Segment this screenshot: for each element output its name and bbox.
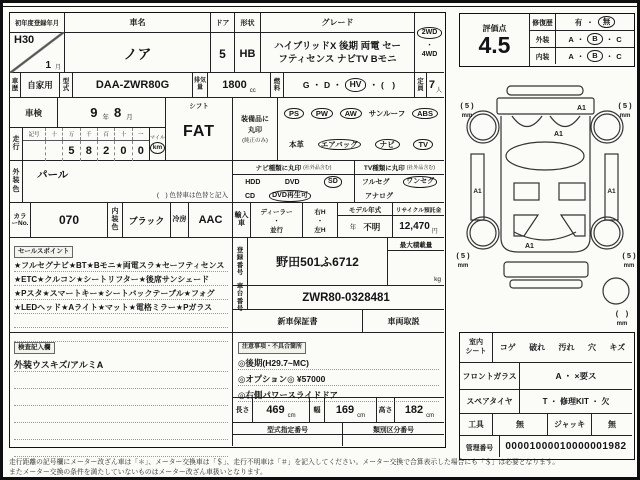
- capacity-unit: 人: [436, 88, 443, 94]
- equip-sunroof: サンルーフ: [368, 109, 406, 118]
- main-table: [9, 12, 446, 448]
- caution-line-2: ◎オプション◎ ¥57000: [238, 370, 439, 386]
- class-division-label: 類別区分番号: [343, 423, 444, 435]
- first-registration-value: [10, 32, 64, 73]
- top-rule: [3, 6, 637, 7]
- import-dealer: ディーラー: [260, 208, 293, 216]
- spare-tire-label: スペアタイヤ: [460, 390, 520, 414]
- tv-type-header: TV種類に丸印: [363, 165, 405, 172]
- interior-color-label: 内装色: [108, 203, 123, 238]
- left-quarter-window: [514, 215, 538, 236]
- interior-grade-value: [556, 48, 634, 64]
- class-division-value-empty: [343, 435, 444, 446]
- exterior-color-value: パール: [37, 169, 69, 181]
- front-grille: [507, 86, 583, 95]
- seat-options: [493, 333, 632, 363]
- height-label: 高さ: [377, 398, 395, 423]
- exterior-grade-value: [556, 31, 634, 48]
- tools-value: 無: [493, 414, 548, 436]
- door-cell: [211, 13, 235, 73]
- inspector-note-line: 外装ウスキズ/アルミA: [14, 354, 228, 372]
- width-cell: [325, 398, 377, 423]
- equip-ps-circled: PS: [284, 108, 304, 120]
- shape-cell: [235, 13, 261, 73]
- front-right-wheel: [591, 111, 623, 143]
- inspector-empty-5: [14, 440, 228, 457]
- right-panel: [453, 12, 637, 462]
- score-box: [459, 13, 635, 67]
- mileage-table: [23, 128, 150, 161]
- max-load-label: 最大積載量: [388, 238, 444, 251]
- inspector-notes-box: [10, 333, 233, 446]
- equip-airbag-circled: エアバッグ: [318, 139, 361, 151]
- displacement-value: 1800: [222, 79, 247, 91]
- reg-month: 1: [45, 60, 51, 71]
- disclaimer-line-1: 走行距離の記号欄にメーター改ざん車は「＊」、メーター交換車は「＄」、走行不明車は「＃」を記入してください。メーター交換で合算表示した場合にも「＄」は必要となります。: [9, 459, 559, 466]
- equipment-options: [278, 98, 444, 161]
- tread-rear-right-unit: mm: [623, 263, 635, 269]
- mileage-digit-100: 2: [98, 141, 115, 161]
- spare-tire-icon: [603, 278, 629, 304]
- shift-value: FAT: [182, 123, 216, 140]
- rear-garnish: [510, 280, 582, 288]
- caution-line-3: ◎右側パワースライドドア: [238, 386, 439, 402]
- damage-hood-a1: A1: [554, 131, 563, 138]
- fuel-dot1: ・: [312, 80, 321, 90]
- recycle-value: 12,470: [399, 221, 430, 232]
- damage-rear-a1: A1: [525, 243, 534, 250]
- ac-value: AAC: [189, 203, 233, 238]
- mileage-digit-kigou: [23, 141, 46, 161]
- car-name-value: ノア: [123, 45, 152, 62]
- left-door-window: [514, 183, 539, 200]
- first-registration-cell: [10, 13, 65, 73]
- shaken-label: 車検: [10, 98, 58, 128]
- tread-rear-left-unit: mm: [457, 263, 469, 269]
- sales-line-3: ★Pスタ★スマートキー★シートバックテーブル★フォグ: [14, 286, 228, 300]
- tv-oneseg-circled: ワンセグ: [403, 176, 437, 187]
- navi-cd: CD: [245, 192, 256, 200]
- interior-dot1: ・: [576, 51, 585, 61]
- max-load-unit: kg: [434, 276, 441, 283]
- displacement-unit: cc: [249, 88, 256, 94]
- fuel-hv-circled: HV: [345, 78, 367, 91]
- exterior-color-label: 外装色: [10, 161, 23, 203]
- height-cell: [395, 398, 444, 423]
- seat-hole: 穴: [587, 343, 596, 352]
- left-rocker-panel: [471, 154, 484, 220]
- max-load-cell: [388, 238, 444, 286]
- import-dealer-cell: [251, 203, 303, 238]
- tread-front-left: ( 5 ): [460, 101, 474, 110]
- mile-label: マイル: [150, 134, 165, 141]
- sales-points-label: セールスポイント: [14, 246, 73, 258]
- import-parallel: 並行: [270, 226, 283, 234]
- exterior-dot2: ・: [605, 34, 614, 44]
- exterior-grade-label: 外装: [530, 31, 556, 48]
- tv-type-note: (社外品含む): [406, 165, 436, 171]
- recycle-unit: 円: [431, 229, 438, 235]
- drive-4wd: 4WD: [421, 50, 438, 58]
- type-designation-value-empty: [233, 435, 343, 446]
- exterior-a: A: [568, 34, 574, 44]
- history-value: 自家用: [21, 73, 60, 98]
- manual-cell: 車両取説: [363, 310, 444, 333]
- length-unit: cm: [287, 413, 296, 419]
- mileage-col-1k: 千: [81, 128, 98, 140]
- recycle-label: リサイクル預託金: [393, 203, 444, 216]
- drive-dot: ・: [426, 41, 433, 49]
- shaken-month-unit: 月: [126, 114, 133, 121]
- tv-analog: アナログ: [365, 193, 393, 200]
- displacement-label: 排気量: [193, 73, 208, 98]
- equipment-label-1: 装備品に: [241, 116, 269, 123]
- front-glass-label: フロントガラス: [460, 363, 520, 390]
- fuel-dot2: ・: [333, 80, 342, 90]
- inspector-notes-label: 検査記入欄: [14, 342, 55, 354]
- color-no-label: カラーNo.: [10, 203, 31, 238]
- equip-aw-circled: AW: [340, 108, 362, 120]
- tread-rear-right: ( 5 ): [622, 251, 636, 260]
- width-value: 169: [335, 404, 355, 416]
- tools-label: 工具: [460, 414, 493, 436]
- disclaimer-line-2: またメーター交換の条件を満たしていないものはメーター改ざん車扱いとなります。: [9, 468, 267, 476]
- km-circled: km: [150, 142, 165, 154]
- navi-type-note: (社外品含む): [303, 165, 332, 171]
- type-designation-label: 型式指定番号: [233, 423, 343, 435]
- equip-navi-circled: ナビ: [375, 139, 400, 151]
- score-value: 4.5: [478, 32, 511, 58]
- cautions-label: 注意事項・不具合箇所: [238, 342, 306, 354]
- equip-abs-circled: ABS: [412, 108, 438, 120]
- handle-left: 左H: [314, 226, 326, 234]
- sales-points-box: [10, 238, 233, 333]
- exterior-c: C: [616, 34, 622, 44]
- fuel-paren: ( ): [380, 80, 396, 90]
- mileage-digit-100k: [46, 141, 63, 161]
- mileage-label: 走行: [10, 128, 23, 161]
- seat-scratch: キズ: [609, 343, 626, 352]
- navi-hdd: HDD: [245, 178, 261, 186]
- ac-label: 冷房: [171, 203, 189, 238]
- damage-right-side-a1: A1: [607, 188, 616, 195]
- registration-value: 野田501ふ6712: [248, 238, 388, 286]
- equipment-label-2: 丸印: [248, 127, 262, 134]
- handle-cell: [303, 203, 338, 238]
- grade-label: グレード: [261, 13, 414, 33]
- mileage-digit-1k: 8: [81, 141, 98, 161]
- mileage-col-100k: 十: [46, 128, 63, 140]
- mile-km-cell: [150, 128, 166, 161]
- inspector-empty-3: [14, 406, 228, 423]
- tread-spare-unit: mm: [616, 321, 628, 327]
- shaken-month: 8: [114, 105, 122, 120]
- repair-history-label: 修復歴: [530, 14, 556, 31]
- car-name-cell: [65, 13, 211, 73]
- right-door-window: [559, 183, 585, 200]
- drive-2wd-circled: 2WD: [417, 27, 443, 38]
- equip-leather: 本革: [288, 140, 304, 149]
- capacity-value: 7: [428, 79, 436, 91]
- management-no-label: 管理番号: [460, 436, 500, 457]
- shaken-value: [58, 98, 166, 128]
- chassis-label: 車台番号: [233, 286, 248, 310]
- tread-spare: ( ): [615, 309, 629, 318]
- reg-era: H30: [14, 34, 35, 46]
- interior-b-circled: B: [587, 50, 602, 62]
- caution-line-1: ◎後期(H29.7~MC): [238, 354, 439, 370]
- reg-month-unit: 月: [54, 65, 61, 71]
- warranty-book-cell: 新車保証書: [233, 310, 363, 333]
- exterior-color-cell: [23, 161, 233, 203]
- model-year-cell: [338, 203, 393, 238]
- inspector-empty-4: [14, 423, 228, 440]
- interior-box: [459, 332, 635, 460]
- mileage-col-kigou: 記号: [23, 128, 46, 140]
- fuel-dot3: ・: [369, 80, 378, 90]
- headlight-left: [512, 116, 542, 127]
- repair-yes: 有: [574, 17, 583, 27]
- model-year-label: モデル年式: [338, 203, 392, 216]
- shift-cell: [166, 98, 233, 161]
- inspector-empty-2: [14, 389, 228, 406]
- interior-grade-label: 内装: [530, 48, 556, 64]
- disclaimer: [9, 458, 637, 478]
- first-registration-label: 初年度登録年月: [10, 13, 64, 33]
- recycle-cell: [393, 203, 444, 238]
- mileage-digit-10k: 5: [63, 141, 80, 161]
- navi-type-box: [233, 161, 355, 203]
- mileage-col-10: 十: [115, 128, 132, 140]
- shift-label: シフト: [189, 102, 209, 110]
- door-value: 5: [219, 46, 226, 61]
- navi-type-header: ナビ種類に丸印: [255, 165, 302, 172]
- chassis-value: ZWR80-0328481: [248, 286, 444, 310]
- rear-left-wheel: [467, 217, 499, 249]
- length-cell: [253, 398, 310, 423]
- interior-a: A: [568, 51, 574, 61]
- interior-dot2: ・: [605, 51, 614, 61]
- grade-line1: ハイブリッドX 後期 両電 セー: [274, 40, 401, 52]
- tread-rear-left: ( 5 ): [456, 251, 470, 260]
- color-no-value: 070: [31, 203, 108, 238]
- damage-front-bumper-a1: A1: [577, 105, 586, 112]
- length-value: 469: [266, 404, 285, 416]
- mileage-col-10k: 万: [63, 128, 80, 140]
- history-label: 車歴: [10, 73, 21, 98]
- equip-tv-circled: TV: [413, 139, 433, 151]
- import-label: 輸入車: [233, 203, 251, 238]
- width-unit: cm: [357, 413, 366, 419]
- right-rocker-panel: [605, 154, 618, 220]
- shape-label: 形状: [235, 13, 260, 33]
- model-year-unit: 年: [349, 224, 357, 231]
- equipment-label-3: (純正のみ): [242, 138, 268, 144]
- windshield: [506, 142, 584, 170]
- fuel-diesel: D: [323, 80, 331, 90]
- tread-front-left-unit: mm: [461, 113, 473, 119]
- rear-window: [514, 232, 576, 240]
- seat-label: 室内 シート: [460, 333, 493, 363]
- sales-line-empty-1: [14, 314, 228, 328]
- mileage-digit-10: 0: [115, 141, 132, 161]
- navi-dvd-play-circled: DVD再生可: [269, 190, 311, 201]
- sales-line-2: ★ETC★クルコン★シートリフター★後席サンシェード: [14, 272, 228, 286]
- interior-color-value: ブラック: [123, 203, 171, 238]
- height-value: 182: [404, 404, 424, 416]
- fuel-cell: [284, 73, 415, 98]
- grade-line2: フティセンス ナビTV Bモニ: [278, 53, 397, 65]
- width-label: 幅: [310, 398, 325, 423]
- equip-pw-circled: PW: [311, 108, 333, 120]
- mileage-col-100: 百: [98, 128, 115, 140]
- seat-stain: 汚れ: [558, 343, 575, 352]
- model-code-value: DAA-ZWR80G: [73, 73, 193, 98]
- front-glass-value: A ・ ×要ス: [520, 363, 632, 390]
- shaken-year: 9: [90, 105, 98, 120]
- import-dot: ・: [273, 217, 280, 225]
- capacity-cell: [427, 73, 444, 98]
- mileage-col-1: 一: [138, 132, 144, 138]
- model-code-label: 型式: [60, 73, 73, 98]
- spare-tire-value: T ・ 修理KIT ・ 欠: [520, 390, 632, 414]
- fuel-gasoline: G: [302, 80, 310, 90]
- repair-dot: ・: [586, 17, 594, 27]
- interior-c: C: [616, 51, 622, 61]
- inspector-empty-1: [14, 372, 228, 389]
- car-damage-diagram: [453, 70, 637, 332]
- repair-history-value: [556, 14, 634, 31]
- rear-bumper: [504, 262, 588, 277]
- fuel-label: 燃料: [271, 73, 284, 98]
- handle-right: 右H: [314, 208, 326, 216]
- capacity-label: 定員: [415, 73, 427, 98]
- management-no-value: 00001000010000001982: [505, 441, 627, 452]
- sales-line-4: ★LEDヘッド★Aライト★マット★電格ミラー★Pガラス: [14, 300, 228, 314]
- handle-dot: ・: [316, 217, 324, 225]
- shape-value: HB: [239, 47, 256, 60]
- repair-no-circled: 無: [598, 16, 616, 28]
- navi-sd-circled: SD: [324, 176, 342, 187]
- jack-value: 無: [592, 414, 632, 436]
- drivetrain-cell: [415, 13, 444, 73]
- registration-label: 登録番号: [233, 238, 248, 286]
- tv-fullseg: フルセグ: [361, 179, 390, 186]
- seat-burn: コゲ: [499, 343, 516, 352]
- tv-type-box: [355, 161, 444, 203]
- damage-left-side-a1: A1: [473, 188, 482, 195]
- score-label: 評価点: [482, 24, 507, 33]
- tread-front-right-unit: mm: [619, 113, 631, 119]
- navi-dvd: DVD: [284, 178, 300, 186]
- model-year-value: 不明: [363, 221, 381, 232]
- cautions-box: [233, 333, 444, 398]
- sales-line-1: ★フルセグナビ★BT★Bモニ★両電スラ★セーフティセンス: [14, 258, 228, 272]
- tread-front-right: ( 5 ): [618, 101, 632, 110]
- rear-right-wheel: [591, 217, 623, 249]
- equipment-label: [233, 98, 278, 161]
- length-label: 長さ: [233, 398, 253, 423]
- displacement-cell: [208, 73, 271, 98]
- score-cell: [460, 14, 530, 66]
- seat-tear: 破れ: [529, 343, 546, 352]
- shaken-year-unit: 年: [102, 114, 109, 121]
- exterior-dot1: ・: [576, 34, 585, 44]
- door-label: ドア: [211, 13, 234, 33]
- car-name-label: 車名: [65, 13, 210, 33]
- mileage-digit-1: 0: [137, 145, 144, 157]
- color-change-note: ( ) 色替車は色替と記入: [156, 192, 228, 199]
- exterior-b-circled: B: [587, 33, 602, 45]
- headlight-right: [550, 116, 580, 127]
- height-unit: cm: [426, 413, 435, 419]
- jack-label: ジャッキ: [548, 414, 592, 436]
- grade-cell: [261, 13, 415, 73]
